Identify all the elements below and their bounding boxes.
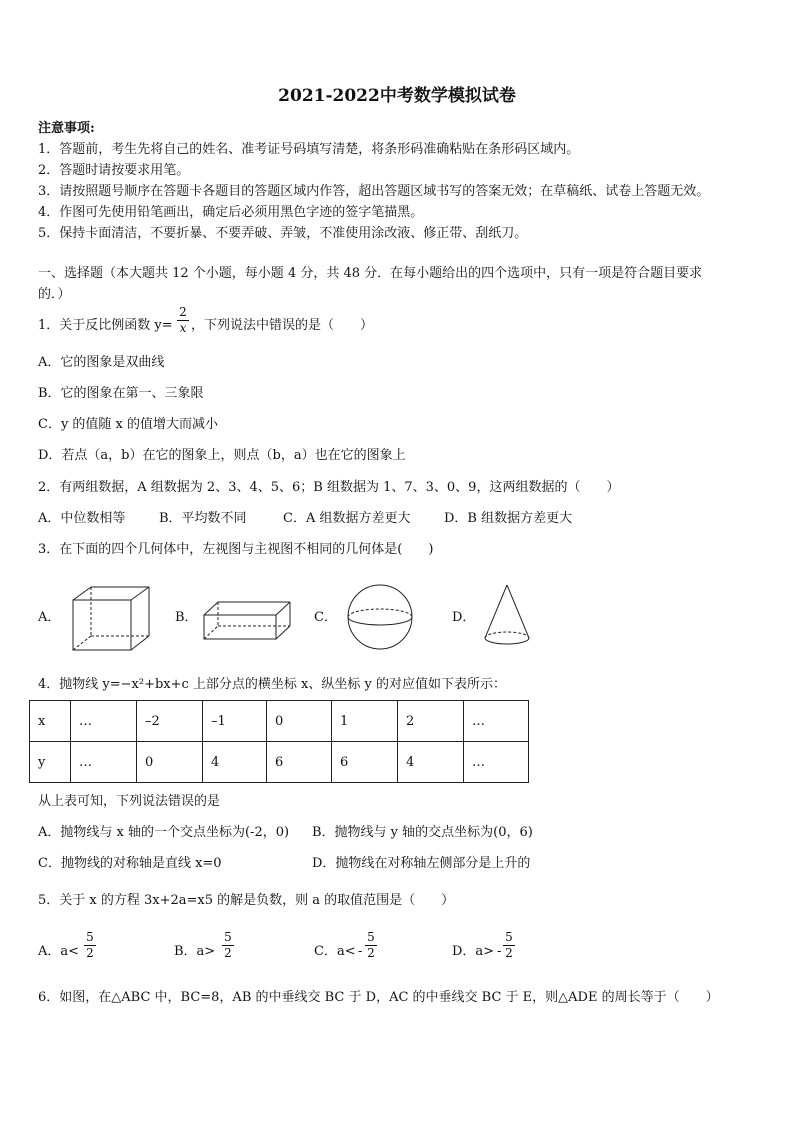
q3-label-b: B． <box>175 610 198 625</box>
sphere-figure <box>347 584 415 652</box>
cone-figure <box>484 584 534 650</box>
cube-figure <box>72 586 152 652</box>
fraction-denominator: 2 <box>367 946 375 960</box>
q2-option-c: C．A 组数据方差更大 <box>283 511 411 526</box>
table-cell: … <box>464 742 529 783</box>
notice-item: 2．答题时请按要求用笔。 <box>38 163 190 178</box>
table-cell: 2 <box>398 701 464 742</box>
table-cell: y <box>30 742 71 783</box>
table-cell: –2 <box>137 701 203 742</box>
notice-item: 1．答题前，考生先将自己的姓名、准考证号码填写清楚，将条形码准确粘贴在条形码区域内。 <box>38 142 580 157</box>
notice-item: 3．请按照题号顺序在答题卡各题目的答题区域内作答，超出答题区域书写的答案无效；在草稿纸、试卷上答题无效。 <box>38 184 710 199</box>
fraction-numerator: 5 <box>367 930 375 944</box>
q5-option-d-sign: - <box>497 944 502 959</box>
q5-option-b-fraction <box>222 931 234 960</box>
table-row <box>30 742 529 783</box>
fraction-denominator: 2 <box>505 946 513 960</box>
table-cell: 4 <box>203 742 267 783</box>
cuboid-figure <box>203 601 293 641</box>
fraction-denominator: 2 <box>86 946 94 960</box>
table-cell: … <box>71 742 137 783</box>
fraction-numerator: 5 <box>224 930 232 944</box>
q2-option-a: A．中位数相等 <box>38 511 126 526</box>
table-cell: 6 <box>267 742 332 783</box>
fraction-denominator: 2 <box>224 946 232 960</box>
table-cell: 6 <box>332 742 398 783</box>
q3-label-a: A． <box>38 610 61 625</box>
q4-option-a: A．抛物线与 x 轴的一个交点坐标为(-2，0) <box>38 825 290 840</box>
cube-front-face <box>73 600 131 650</box>
q2-option-d: D．B 组数据方差更大 <box>444 511 573 526</box>
q1-frac-denominator: x <box>179 321 187 335</box>
table-cell: … <box>71 701 137 742</box>
fraction-numerator: 5 <box>86 930 94 944</box>
q5-option-c-sign: - <box>358 944 363 959</box>
q5-option-a-label: A．a< <box>38 944 80 959</box>
q1-option-c: C．y 的值随 x 的值增大而减小 <box>38 417 219 432</box>
q5-option-c-label: C．a< <box>314 944 356 959</box>
q6-stem: 6．如图，在△ABC 中，BC=8，AB 的中垂线交 BC 于 D，AC 的中垂线交 BC 于 E，则△ADE 的周长等于（ ） <box>38 990 719 1005</box>
q1-stem-after: ，下列说法中错误的是（ ） <box>191 318 374 333</box>
q1-fraction <box>177 306 189 335</box>
table-cell: 1 <box>332 701 398 742</box>
page-title: 2021-2022中考数学模拟试卷 <box>278 86 516 106</box>
table-cell: 0 <box>267 701 332 742</box>
table-row <box>30 701 529 742</box>
q5-option-a-fraction <box>84 931 96 960</box>
q5-option-d-label: D．a> <box>452 944 495 959</box>
section-heading-line1: 一、选择题（本大题共 12 个小题，每小题 4 分，共 48 分．在每小题给出的四个选项中，只有一项是符合题目要求 <box>38 266 703 281</box>
q1-option-d: D．若点（a，b）在它的图象上，则点（b，a）也在它的图象上 <box>38 448 406 463</box>
section-heading-line2: 的．） <box>38 287 71 302</box>
q4-option-d: D．抛物线在对称轴左侧部分是上升的 <box>312 856 531 871</box>
q2-stem: 2．有两组数据，A 组数据为 2、3、4、5、6；B 组数据为 1、7、3、0、9，这两组数据的（ ） <box>38 480 620 495</box>
q4-value-table <box>29 700 529 783</box>
q1-frac-numerator: 2 <box>179 305 187 319</box>
q4-after-text: 从上表可知，下列说法错误的是 <box>38 794 221 809</box>
q1-option-a: A．它的图象是双曲线 <box>38 355 165 370</box>
q3-label-d: D． <box>452 610 476 625</box>
q5-option-d-fraction <box>503 931 515 960</box>
q4-option-b: B．抛物线与 y 轴的交点坐标为(0，6) <box>312 825 533 840</box>
notice-item: 4．作图可先使用铅笔画出，确定后必须用黑色字迹的签字笔描黑。 <box>38 205 424 220</box>
cuboid-front-face <box>204 615 276 639</box>
q1-option-b: B．它的图象在第一、三象限 <box>38 386 204 401</box>
notice-heading: 注意事项: <box>38 121 95 136</box>
q1-stem-before: 1．关于反比例函数 y= <box>38 318 173 333</box>
fraction-numerator: 5 <box>505 930 513 944</box>
table-cell: –1 <box>203 701 267 742</box>
q4-stem: 4．抛物线 y=−x²+bx+c 上部分点的横坐标 x、纵坐标 y 的对应值如下表所示： <box>38 677 507 692</box>
q3-label-c: C． <box>314 610 337 625</box>
table-cell: 4 <box>398 742 464 783</box>
table-cell: … <box>464 701 529 742</box>
q5-stem: 5．关于 x 的方程 3x+2a=x5 的解是负数，则 a 的取值范围是（ ） <box>38 893 455 908</box>
table-cell: x <box>30 701 71 742</box>
q5-option-b-label: B．a> <box>174 944 216 959</box>
notice-item: 5．保持卡面清洁，不要折暴、不要弄破、弄皱，不准使用涂改液、修正带、刮纸刀。 <box>38 226 528 241</box>
q3-stem: 3．在下面的四个几何体中，左视图与主视图不相同的几何体是( ) <box>38 542 434 557</box>
q5-option-c-fraction <box>365 931 377 960</box>
sphere-outline <box>348 585 412 649</box>
table-cell: 0 <box>137 742 203 783</box>
q2-option-b: B．平均数不同 <box>159 511 247 526</box>
q4-option-c: C．抛物线的对称轴是直线 x=0 <box>38 856 222 871</box>
